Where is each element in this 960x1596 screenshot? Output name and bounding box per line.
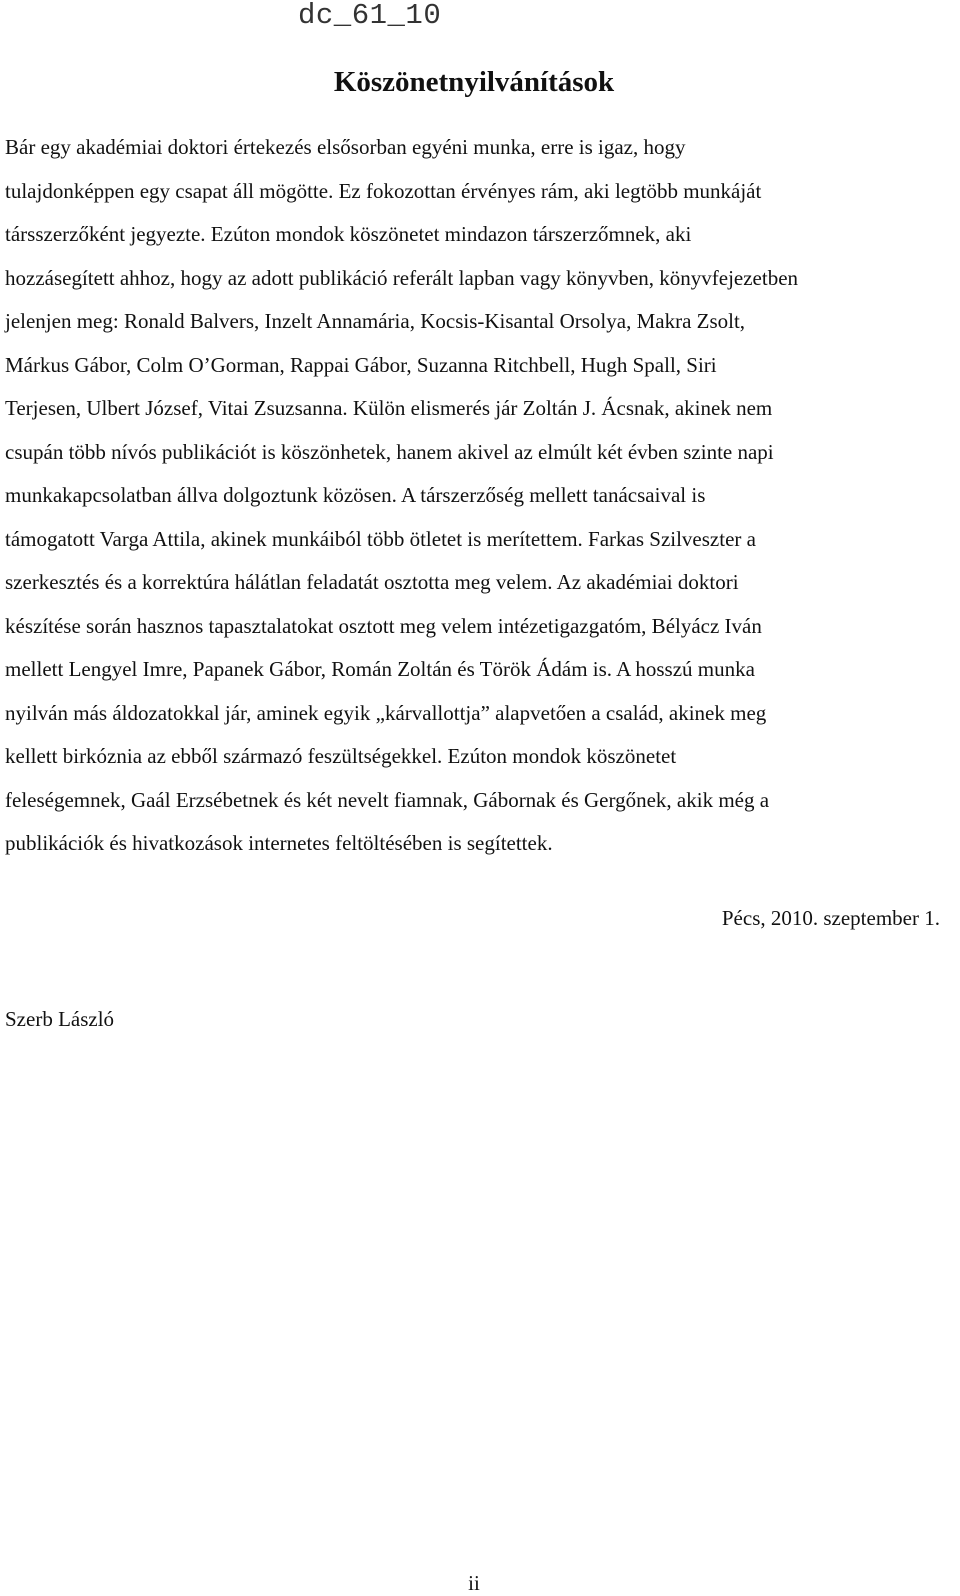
paragraph-line: Bár egy akadémiai doktori értekezés elsősorban egyéni munka, erre is igaz, hogy (5, 135, 686, 159)
author-name: Szerb László (5, 1007, 115, 1031)
paragraph-line: munkakapcsolatban állva dolgoztunk közösen. A társzerzőség mellett tanácsaival is (5, 483, 706, 507)
paragraph-line: társszerzőként jegyezte. Ezúton mondok köszönetet mindazon társzerzőmnek, aki (5, 222, 692, 246)
paragraph-line: Márkus Gábor, Colm O’Gorman, Rappai Gábor, Suzanna Ritchbell, Hugh Spall, Siri (5, 352, 717, 377)
paragraph-line: készítése során hasznos tapasztalatokat osztott meg velem intézetigazgatóm, Bélyácz Iván (5, 613, 762, 638)
paragraph-line: támogatott Varga Attila, akinek munkáiból több ötletet is merítettem. Farkas Szilveszter a (5, 526, 756, 551)
paragraph-line: tulajdonképpen egy csapat áll mögötte. Ez fokozottan érvényes rám, aki legtöbb munkáját (5, 178, 762, 203)
paragraph-line: mellett Lengyel Imre, Papanek Gábor, Román Zoltán és Török Ádám is. A hosszú munka (5, 657, 755, 681)
paragraph-line: szerkesztés és a korrektúra hálátlan feladatát osztotta meg velem. Az akadémiai doktori (5, 570, 739, 594)
place-and-date: Pécs, 2010. szeptember 1. (721, 906, 940, 930)
document-id-header: dc_61_10 (298, 0, 442, 32)
paragraph-line: nyilván más áldozatokkal jár, aminek egyik „kárvallottja” alapvetően a család, akinek meg (5, 700, 767, 725)
paragraph-line: csupán több nívós publikációt is köszönhetek, hanem akivel az elmúlt két évben szinte napi (5, 439, 774, 464)
page-title: Köszönetnyilvánítások (333, 66, 615, 98)
page-number: ii (468, 1571, 480, 1595)
paragraph-line: Terjesen, Ulbert József, Vitai Zsuzsanna. Külön elismerés jár Zoltán J. Ácsnak, akinek nem (5, 396, 773, 420)
paragraph-line: kellett birkóznia az ebből származó feszültségekkel. Ezúton mondok köszönetet (5, 744, 677, 768)
paragraph-line: publikációk és hivatkozások internetes feltöltésében is segítettek. (5, 831, 553, 855)
paragraph-line: hozzásegített ahhoz, hogy az adott publikáció referált lapban vagy könyvben, könyvfejezetben (5, 265, 799, 290)
acknowledgement-paragraph (5, 126, 917, 866)
paragraph-line: jelenjen meg: Ronald Balvers, Inzelt Annamária, Kocsis-Kisantal Orsolya, Makra Zsolt, (5, 309, 746, 333)
paragraph-line: feleségemnek, Gaál Erzsébetnek és két nevelt fiamnak, Gábornak és Gergőnek, akik még a (5, 787, 770, 812)
